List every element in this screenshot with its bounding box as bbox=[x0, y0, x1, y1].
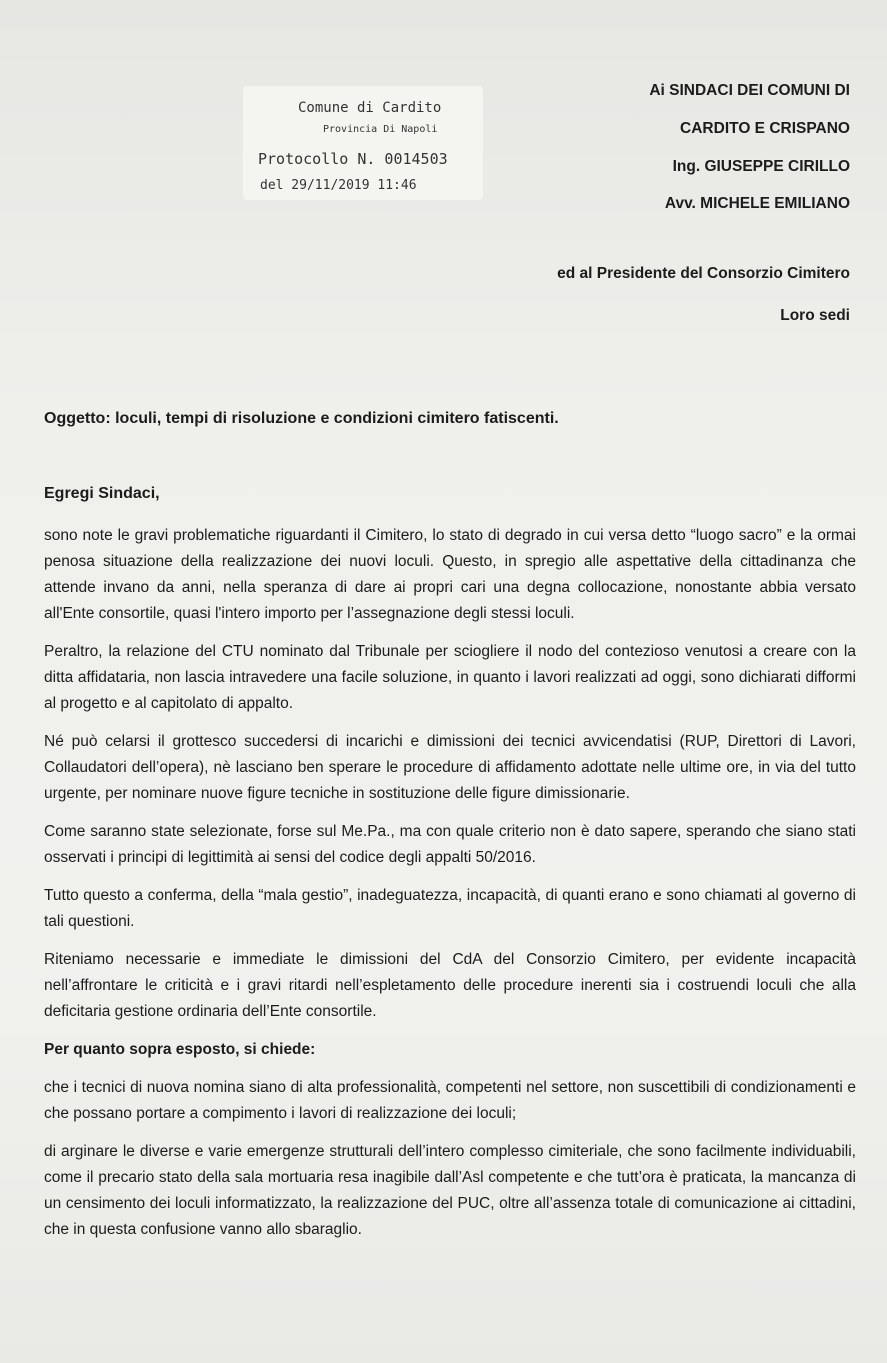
recipient-line: Avv. MICHELE EMILIANO bbox=[664, 195, 850, 212]
stamp-date: del 29/11/2019 11:46 bbox=[260, 178, 417, 193]
stamp-municipality: Comune di Cardito bbox=[298, 100, 442, 116]
body-paragraph: Tutto questo a conferma, della “mala gestio”, inadeguatezza, incapacità, di quanti erano e sono chiamati al governo di tali questioni. bbox=[44, 887, 856, 930]
recipient-line: Ai SINDACI DEI COMUNI DI bbox=[649, 82, 850, 99]
stamp-protocol-number: Protocollo N. 0014503 bbox=[258, 150, 448, 168]
recipient-line: Loro sedi bbox=[780, 307, 850, 324]
body-paragraph: Riteniamo necessarie e immediate le dimissioni del CdA del Consorzio Cimitero, per evidente incapacità nell’affrontare le criticità e i gravi ritardi nell’espletamento delle procedure inerenti sia i costruendi loculi che alla deficitaria gestione ordinaria dell’Ente consortile. bbox=[44, 951, 856, 1020]
letter-body bbox=[44, 523, 856, 1255]
body-paragraph: Né può celarsi il grottesco succedersi di incarichi e dimissioni dei tecnici avvicendatisi (RUP, Direttori di Lavori, Collaudatori dell’opera), nè lasciano ben sperare le procedure di affidamento adottate nelle ultime ore, in via del tutto urgente, per nominare nuove figure tecniche in sostituzione delle figure dimissionarie. bbox=[44, 733, 856, 802]
recipient-line: Ing. GIUSEPPE CIRILLO bbox=[672, 158, 850, 175]
request-heading: Per quanto sopra esposto, si chiede: bbox=[44, 1041, 316, 1058]
body-paragraph: di arginare le diverse e varie emergenze strutturali dell’intero complesso cimiteriale, che sono facilmente individuabili, come il precario stato della sala mortuaria resa inagibile dall’Asl competente e che tutt’ora è praticata, la mancanza di un censimento dei loculi informatizzato, la realizzazione del PUC, oltre all’assenza totale di comunicazione ai cittadini, che in questa confusione vanno allo sbaraglio. bbox=[44, 1143, 856, 1238]
body-paragraph: Peraltro, la relazione del CTU nominato dal Tribunale per sciogliere il nodo del contezioso venutosi a creare con la ditta affidataria, non lascia intravedere una facile soluzione, in quanto i lavori realizzati ad oggi, sono dichiarati difformi al progetto e al capitolato di appalto. bbox=[44, 643, 856, 712]
stamp-province: Provincia Di Napoli bbox=[323, 124, 438, 135]
letter-subject: Oggetto: loculi, tempi di risoluzione e condizioni cimitero fatiscenti. bbox=[44, 410, 559, 427]
letter-greeting: Egregi Sindaci, bbox=[44, 485, 160, 502]
body-paragraph: Come saranno state selezionate, forse sul Me.Pa., ma con quale criterio non è dato sapere, sperando che siano stati osservati i principi di legittimità ai sensi del codice degli appalti 50/2016. bbox=[44, 823, 856, 866]
body-paragraph: sono note le gravi problematiche riguardanti il Cimitero, lo stato di degrado in cui versa detto “luogo sacro” e la ormai penosa situazione della realizzazione dei nuovi loculi. Questo, in spregio alle aspettative della cittadinanza che attende invano da anni, nella speranza di dare ai propri cari una degna collocazione, nonostante abbia versato all'Ente consortile, quasi l'intero importo per l’assegnazione degli stessi loculi. bbox=[44, 527, 856, 622]
recipient-line: CARDITO E CRISPANO bbox=[680, 120, 850, 137]
protocol-stamp bbox=[243, 86, 483, 200]
body-paragraph: che i tecnici di nuova nomina siano di alta professionalità, competenti nel settore, non suscettibili di condizionamenti e che possano portare a compimento i lavori di realizzazione dei loculi; bbox=[44, 1079, 856, 1122]
recipient-line: ed al Presidente del Consorzio Cimitero bbox=[557, 265, 850, 282]
